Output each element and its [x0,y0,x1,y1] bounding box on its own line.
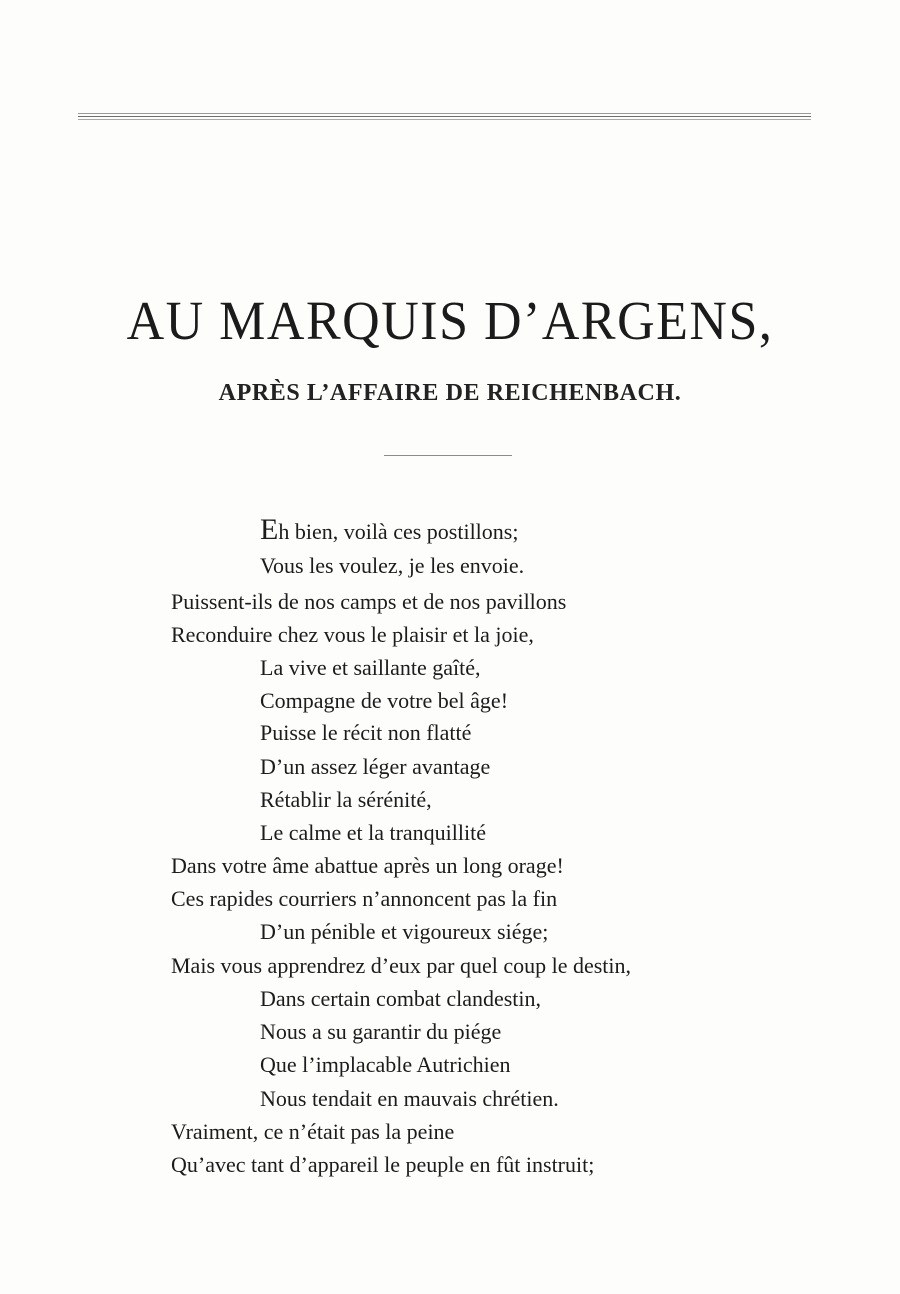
verse-line-14: Mais vous apprendrez d’eux par quel coup le destin, [171,953,632,978]
poem-title: AU MARQUIS D’ARGENS, [126,291,774,352]
verse-line-9: Rétablir la sérénité, [260,787,432,812]
header-rule-line [78,116,811,117]
verse-line-16: Nous a su garantir du piége [260,1019,502,1044]
verse-line-18: Nous tendait en mauvais chrétien. [260,1086,559,1111]
verse-line-5: La vive et saillante gaîté, [260,655,481,680]
verse-line-15: Dans certain combat clandestin, [260,986,542,1011]
drop-cap: E [260,513,279,546]
header-rule-line [78,119,811,120]
verse-line-2: Vous les voulez, je les envoie. [260,553,525,578]
poem-subtitle: APRÈS L’AFFAIRE DE REICHENBACH. [218,380,682,406]
verse-line-1-text: h bien, voilà ces postillons; [278,519,519,544]
verse-line-8: D’un assez léger avantage [260,754,491,779]
verse-line-6: Compagne de votre bel âge! [260,688,509,713]
verse-line-3: Puissent-ils de nos camps et de nos pavillons [171,589,567,614]
verse-line-19: Vraiment, ce n’était pas la peine [171,1119,455,1144]
verse-line-12: Ces rapides courriers n’annoncent pas la fin [171,886,558,911]
verse-line-1 [260,514,518,548]
header-rule-line [78,113,811,114]
verse-line-7: Puisse le récit non flatté [260,720,472,745]
verse-line-17: Que l’implacable Autrichien [260,1052,511,1077]
verse-line-4: Reconduire chez vous le plaisir et la joie, [171,622,534,647]
title-separator-rule [384,455,512,456]
verse-line-11: Dans votre âme abattue après un long orage! [171,853,564,878]
header-rule [78,113,811,120]
verse-line-13: D’un pénible et vigoureux siége; [260,919,549,944]
verse-line-10: Le calme et la tranquillité [260,820,487,845]
verse-line-20: Qu’avec tant d’appareil le peuple en fût instruit; [171,1152,595,1177]
